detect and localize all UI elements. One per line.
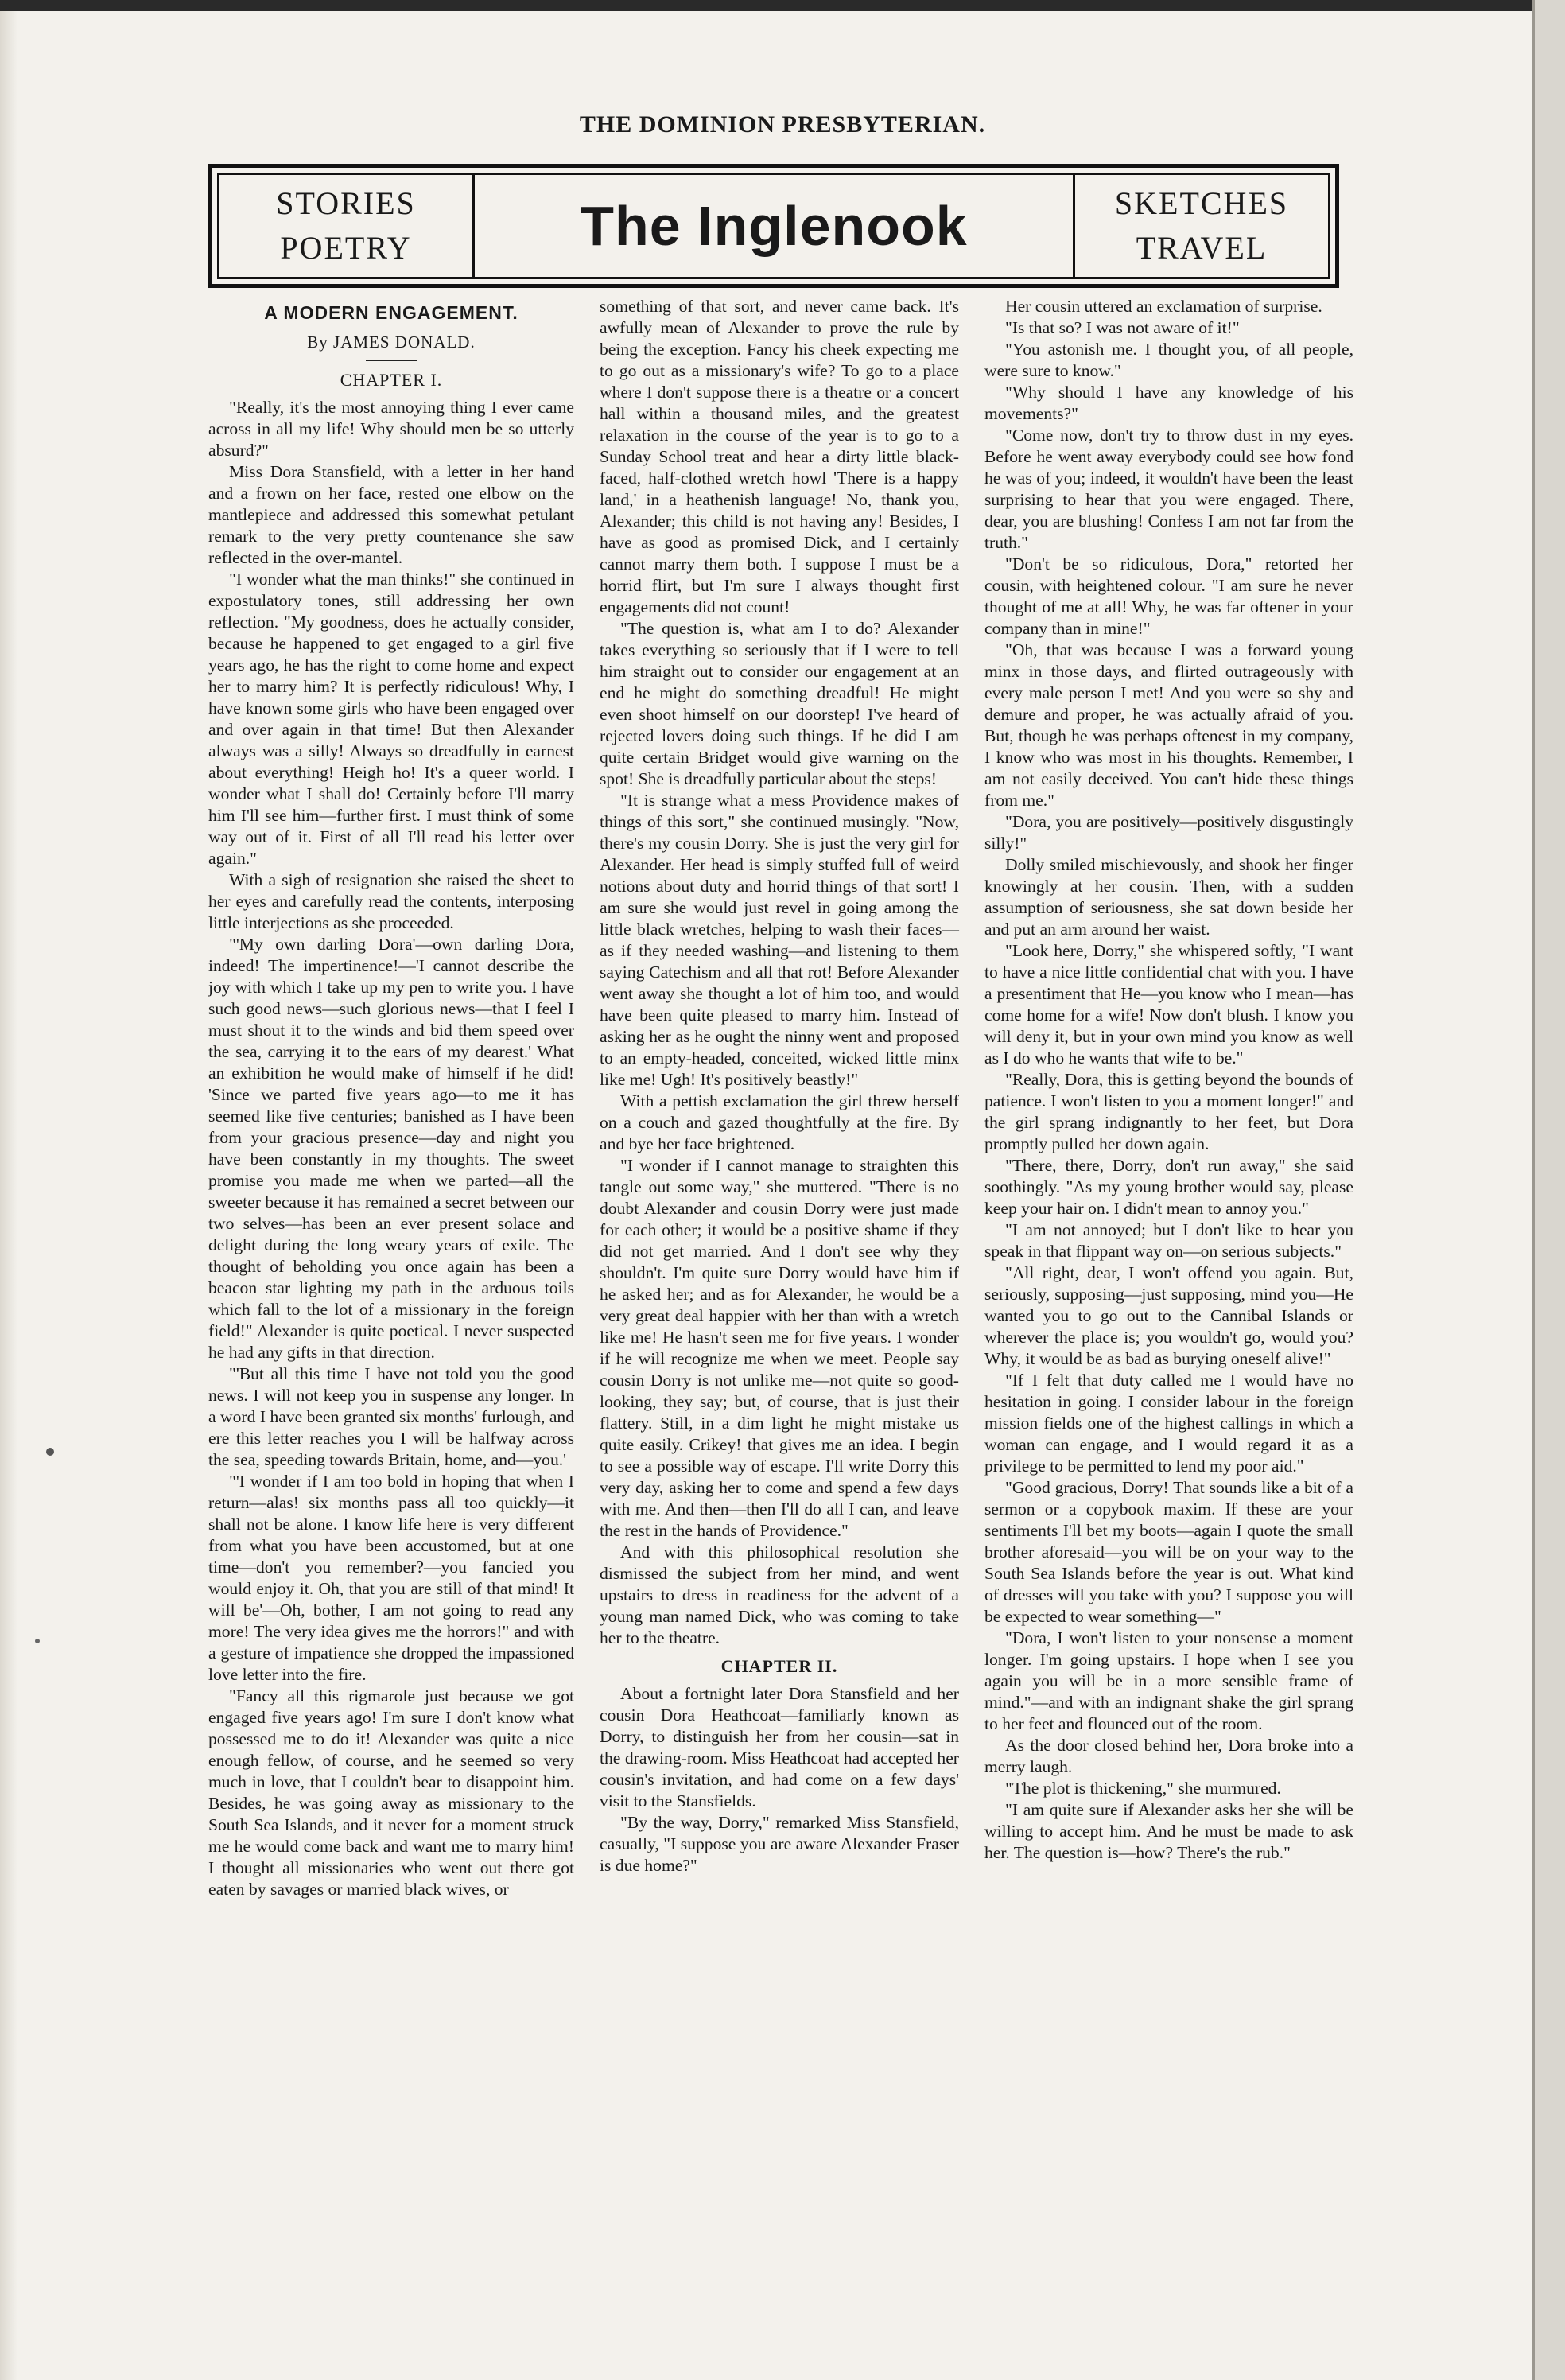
paragraph: "I am quite sure if Alexander asks her she will be willing to accept him. And he must be made to ask her. The question is—how? There's the rub." (984, 1800, 1353, 1862)
column-3 (984, 296, 1353, 2316)
column-2 (600, 296, 959, 2316)
paragraph: "'I wonder if I am too bold in hoping that when I return—alas! six months pass all too quickly—it shall not be alone. I know life here is very different from what you have been accustomed, but at one time—don't you remember?—you fancied you would enjoy it. Oh, that you are still of that mind! It will be'—Oh, bother, I am not going to read any more! The very idea gives me the horrors!" and with a gesture of impatience she dropped the impassioned love letter into the fire. (208, 1472, 574, 1684)
banner-right-line2: TRAVEL (1136, 230, 1268, 266)
column-1 (208, 296, 574, 2316)
paragraph: something of that sort, and never came back. It's awfully mean of Alexander to prove the rule by being the exception. Fancy his cheek expecting me to go out as a missionary's wife? To go to a place where I don't suppose there is a theatre or a concert hall within a thousand miles, and the greatest relaxation in the course of the year is to go to a Sunday School treat and hear a dirty little black-faced, half-clothed wretch howl 'There is a happy land,' in a heathenish language! No, thank you, Alexander; this child is not having any! Besides, I have as good as promised Dick, and I certainly cannot marry them both. I suppose I must be a horrid flirt, but I'm sure I always thought first engagements did not count! (600, 297, 959, 616)
paragraph: "The plot is thickening," she murmured. (1005, 1779, 1281, 1798)
ink-speck (35, 1639, 40, 1643)
paragraph: "Look here, Dorry," she whispered softly, "I want to have a nice little confidential chat with you. I have a presentiment that He—you know who I mean—has come home for a wife! Now don't blush. I know you will deny it, but in your own mind you know as well as I do who he wants that wife to be." (984, 941, 1353, 1068)
ink-speck (46, 1448, 54, 1456)
paragraph: About a fortnight later Dora Stansfield and her cousin Dora Heathcoat—familiarly known as Dorry, to distinguish her from her cousin—sat in the drawing-room. Miss Heathcoat had accepted her cousin's invitation, and had come on a few days' visit to the Stansfields. (600, 1684, 959, 1810)
banner-left-panel (219, 175, 475, 277)
banner-right-panel (1073, 175, 1328, 277)
paragraph: "Dora, you are positively—positively disgustingly silly!" (984, 812, 1353, 853)
paragraph: "All right, dear, I won't offend you again. But, seriously, supposing—just supposing, mind you—He wanted you to go out to the Cannibal Islands or wherever the place is; you wouldn't go, would you? Why, it would be as bad as burying oneself alive!" (984, 1263, 1353, 1368)
paragraph: "Don't be so ridiculous, Dora," retorted her cousin, with heightened colour. "I am sure he never thought of me at all! Why, he was far oftener in your company than in mine!" (984, 554, 1353, 638)
story-title: A MODERN ENGAGEMENT. (264, 302, 518, 323)
paragraph: "Dora, I won't listen to your nonsense a moment longer. I'm going upstairs. I hope when I see you again you will be in a more sensible frame of mind."—and with an indignant shake the girl sprang to her feet and flounced out of the room. (984, 1628, 1353, 1733)
chapter-1-heading: CHAPTER I. (340, 370, 443, 390)
paragraph: "The question is, what am I to do? Alexander takes everything so seriously that if I were to tell him straight out to consider our engagement at an end he might do something dreadful! He might even shoot himself on our doorstep! I've heard of rejected lovers doing such things. If he did I am quite certain Bridget would give warning on the spot! She is dreadfully particular about the steps! (600, 619, 959, 788)
paragraph: Miss Dora Stansfield, with a letter in her hand and a frown on her face, rested one elbow on the mantlepiece and addressed this somewhat petulant remark to the very pretty countenance she saw reflected in the over-mantel. (208, 462, 574, 567)
paragraph: "I am not annoyed; but I don't like to hear you speak in that flippant way on—on serious subjects." (984, 1220, 1353, 1261)
paragraph: "Fancy all this rigmarole just because we got engaged five years ago! I'm sure I don't know what possessed me to do it! Alexander was quite a nice enough fellow, of course, and he seemed so very much in love, that I couldn't bear to disappoint him. Besides, he was going away as missionary to the South Sea Islands, and it never for a moment struck me he would come back and want me to marry him! I thought all missionaries who went out there got eaten by savages or married black wives, or (208, 1686, 574, 1899)
byline-rule (366, 360, 417, 361)
paragraph: "Oh, that was because I was a forward young minx in those days, and flirted outrageously with every male person I met! And you were so shy and demure and proper, he was actually afraid of you. But, though he was perhaps oftenest in my company, I know who was most in his thoughts. Remember, I am not easily deceived. You can't hide these things from me." (984, 640, 1353, 810)
paragraph: Dolly smiled mischievously, and shook her finger knowingly at her cousin. Then, with a sudden assumption of seriousness, she sat down beside her and put an arm around her waist. (984, 855, 1353, 939)
paragraph: "'My own darling Dora'—own darling Dora, indeed! The impertinence!—'I cannot describe the joy with which I take up my pen to write you. I have such good news—such glorious news—that I feel I must shout it to the winds and bid them speed over the sea, carrying it to the ears of my dearest.' What an exhibition he would make of himself if he did! 'Since we parted five years ago—to me it has seemed like five centuries; banished as I have been from your gracious presence—day and night you have been constantly in my thoughts. The sweet promise you made me when we parted—all the sweeter because it has remained a secret between our two selves—has been an ever present solace and delight during the long weary years of exile. The thought of beholding you once again has been a beacon star lighting my path in the arduous toils which fall to the lot of a missionary in the foreign field!" Alexander is quite poetical. I never suspected he had any gifts in that direction. (208, 935, 574, 1362)
paragraph: "If I felt that duty called me I would have no hesitation in going. I consider labour in the foreign mission fields one of the highest callings in which a woman can engage, and I would regard it as a privilege to be permitted to lend my poor aid." (984, 1371, 1353, 1476)
page-top-edge (0, 0, 1565, 11)
paragraph: "Good gracious, Dorry! That sounds like a bit of a sermon or a copybook maxim. If these are your sentiments I'll bet my boots—again I quote the small brother aforesaid—you will be on your way to the South Sea Islands before the year is out. What kind of dresses will you take with you? I suppose you will be expected to wear something—" (984, 1478, 1353, 1626)
paragraph: As the door closed behind her, Dora broke into a merry laugh. (984, 1736, 1353, 1776)
paragraph: "You astonish me. I thought you, of all people, were sure to know." (984, 340, 1353, 380)
paragraph: "'But all this time I have not told you the good news. I will not keep you in suspense any longer. In a word I have been granted six months' furlough, and ere this letter reaches you I will be halfway across the sea, speeding towards Britain, home, and—you.' (208, 1364, 574, 1469)
section-banner (208, 164, 1339, 288)
story-byline: By JAMES DONALD. (307, 332, 476, 352)
banner-right-line1: SKETCHES (1114, 185, 1289, 221)
banner-inner-frame (217, 173, 1330, 279)
paragraph: "By the way, Dorry," remarked Miss Stansfield, casually, "I suppose you are aware Alexander Fraser is due home?" (600, 1813, 959, 1875)
paragraph: "I wonder what the man thinks!" she continued in expostulatory tones, still addressing her own reflection. "My goodness, does he actually consider, because he happened to get engaged to a girl five years ago, he has the right to come home and expect her to marry him? It is perfectly ridiculous! Why, I have known some girls who have been engaged over and over again in that time! But then Alexander always was a silly! Always so dreadfully in earnest about everything! Heigh ho! It's a queer world. I wonder what I shall do! Certainly before I'll marry him I'll see him—further first. I must think of some way out of it. First of all I'll read his letter over again." (208, 570, 574, 868)
paragraph: "I wonder if I cannot manage to straighten this tangle out some way," she muttered. "There is no doubt Alexander and cousin Dorry were just made for each other; it would be a positive shame if they did not get married. And I don't see why they shouldn't. I'm quite sure Dorry would have him if he asked her; and as for Alexander, he would be a very great deal happier with her than with a wretch like me! He hasn't seen me for five years. I wonder if he will recognize me when we meet. People say cousin Dorry is not unlike me—not quite so good-looking, they say; but, of course, that is just their flattery. Still, in a dim light he might mistake us quite easily. Crikey! that gives me an idea. I begin to see a possible way of escape. I'll write Dorry this very day, asking her to come and spend a few days with me. And then—then I'll do all I can, and leave the rest in the hands of Providence." (600, 1156, 959, 1540)
banner-left-line2: POETRY (280, 230, 412, 266)
paragraph: "Is that so? I was not aware of it!" (1005, 318, 1240, 337)
paragraph: And with this philosophical resolution she dismissed the subject from her mind, and went upstairs to dress in readiness for the advent of a young man named Dick, who was coming to take her to the theatre. (600, 1542, 959, 1647)
paragraph: Her cousin uttered an exclamation of surprise. (1005, 297, 1322, 316)
journal-title: THE DOMINION PRESBYTERIAN. (579, 111, 986, 138)
paragraph: "Come now, don't try to throw dust in my eyes. Before he went away everybody could see how fond he was of you; indeed, it wouldn't have been the least surprising to hear that you were engaged. There, dear, you are blushing! Confess I am not far from the truth." (984, 426, 1353, 552)
banner-title: The Inglenook (580, 195, 968, 257)
page-right-edge (1532, 0, 1565, 2380)
page-left-shadow (0, 11, 17, 2380)
paragraph: "It is strange what a mess Providence makes of things of this sort," she continued musingly. "Now, there's my cousin Dorry. She is just the very girl for Alexander. Her head is simply stuffed full of weird notions about duty and horrid things of that sort! I am sure she would just revel in going among the little black wretches, helping to wash their faces—as if they needed washing—and listening to them saying Catechism and all that rot! Before Alexander went away she thought a lot of him too, and would have been quite pleased to marry him. Instead of asking her as he ought the ninny went and proposed to an empty-headed, conceited, wicked little minx like me! Ugh! It's positively beastly!" (600, 791, 959, 1089)
paragraph: With a sigh of resignation she raised the sheet to her eyes and carefully read the contents, interposing little interjections as she proceeded. (208, 870, 574, 932)
paragraph: With a pettish exclamation the girl threw herself on a couch and gazed thoughtfully at the fire. By and bye her face brightened. (600, 1091, 959, 1153)
banner-left-line1: STORIES (276, 185, 416, 221)
chapter-2-heading: CHAPTER II. (720, 1656, 838, 1676)
paragraph: "Really, Dora, this is getting beyond the bounds of patience. I won't listen to you a moment longer!" and the girl sprang indignantly to her feet, but Dora promptly pulled her down again. (984, 1070, 1353, 1153)
paragraph: "Really, it's the most annoying thing I ever came across in all my life! Why should men be so utterly absurd?" (208, 398, 574, 460)
paragraph: "There, there, Dorry, don't run away," she said soothingly. "As my young brother would say, please keep your hair on. I didn't mean to annoy you." (984, 1156, 1353, 1218)
paragraph: "Why should I have any knowledge of his movements?" (984, 383, 1353, 423)
